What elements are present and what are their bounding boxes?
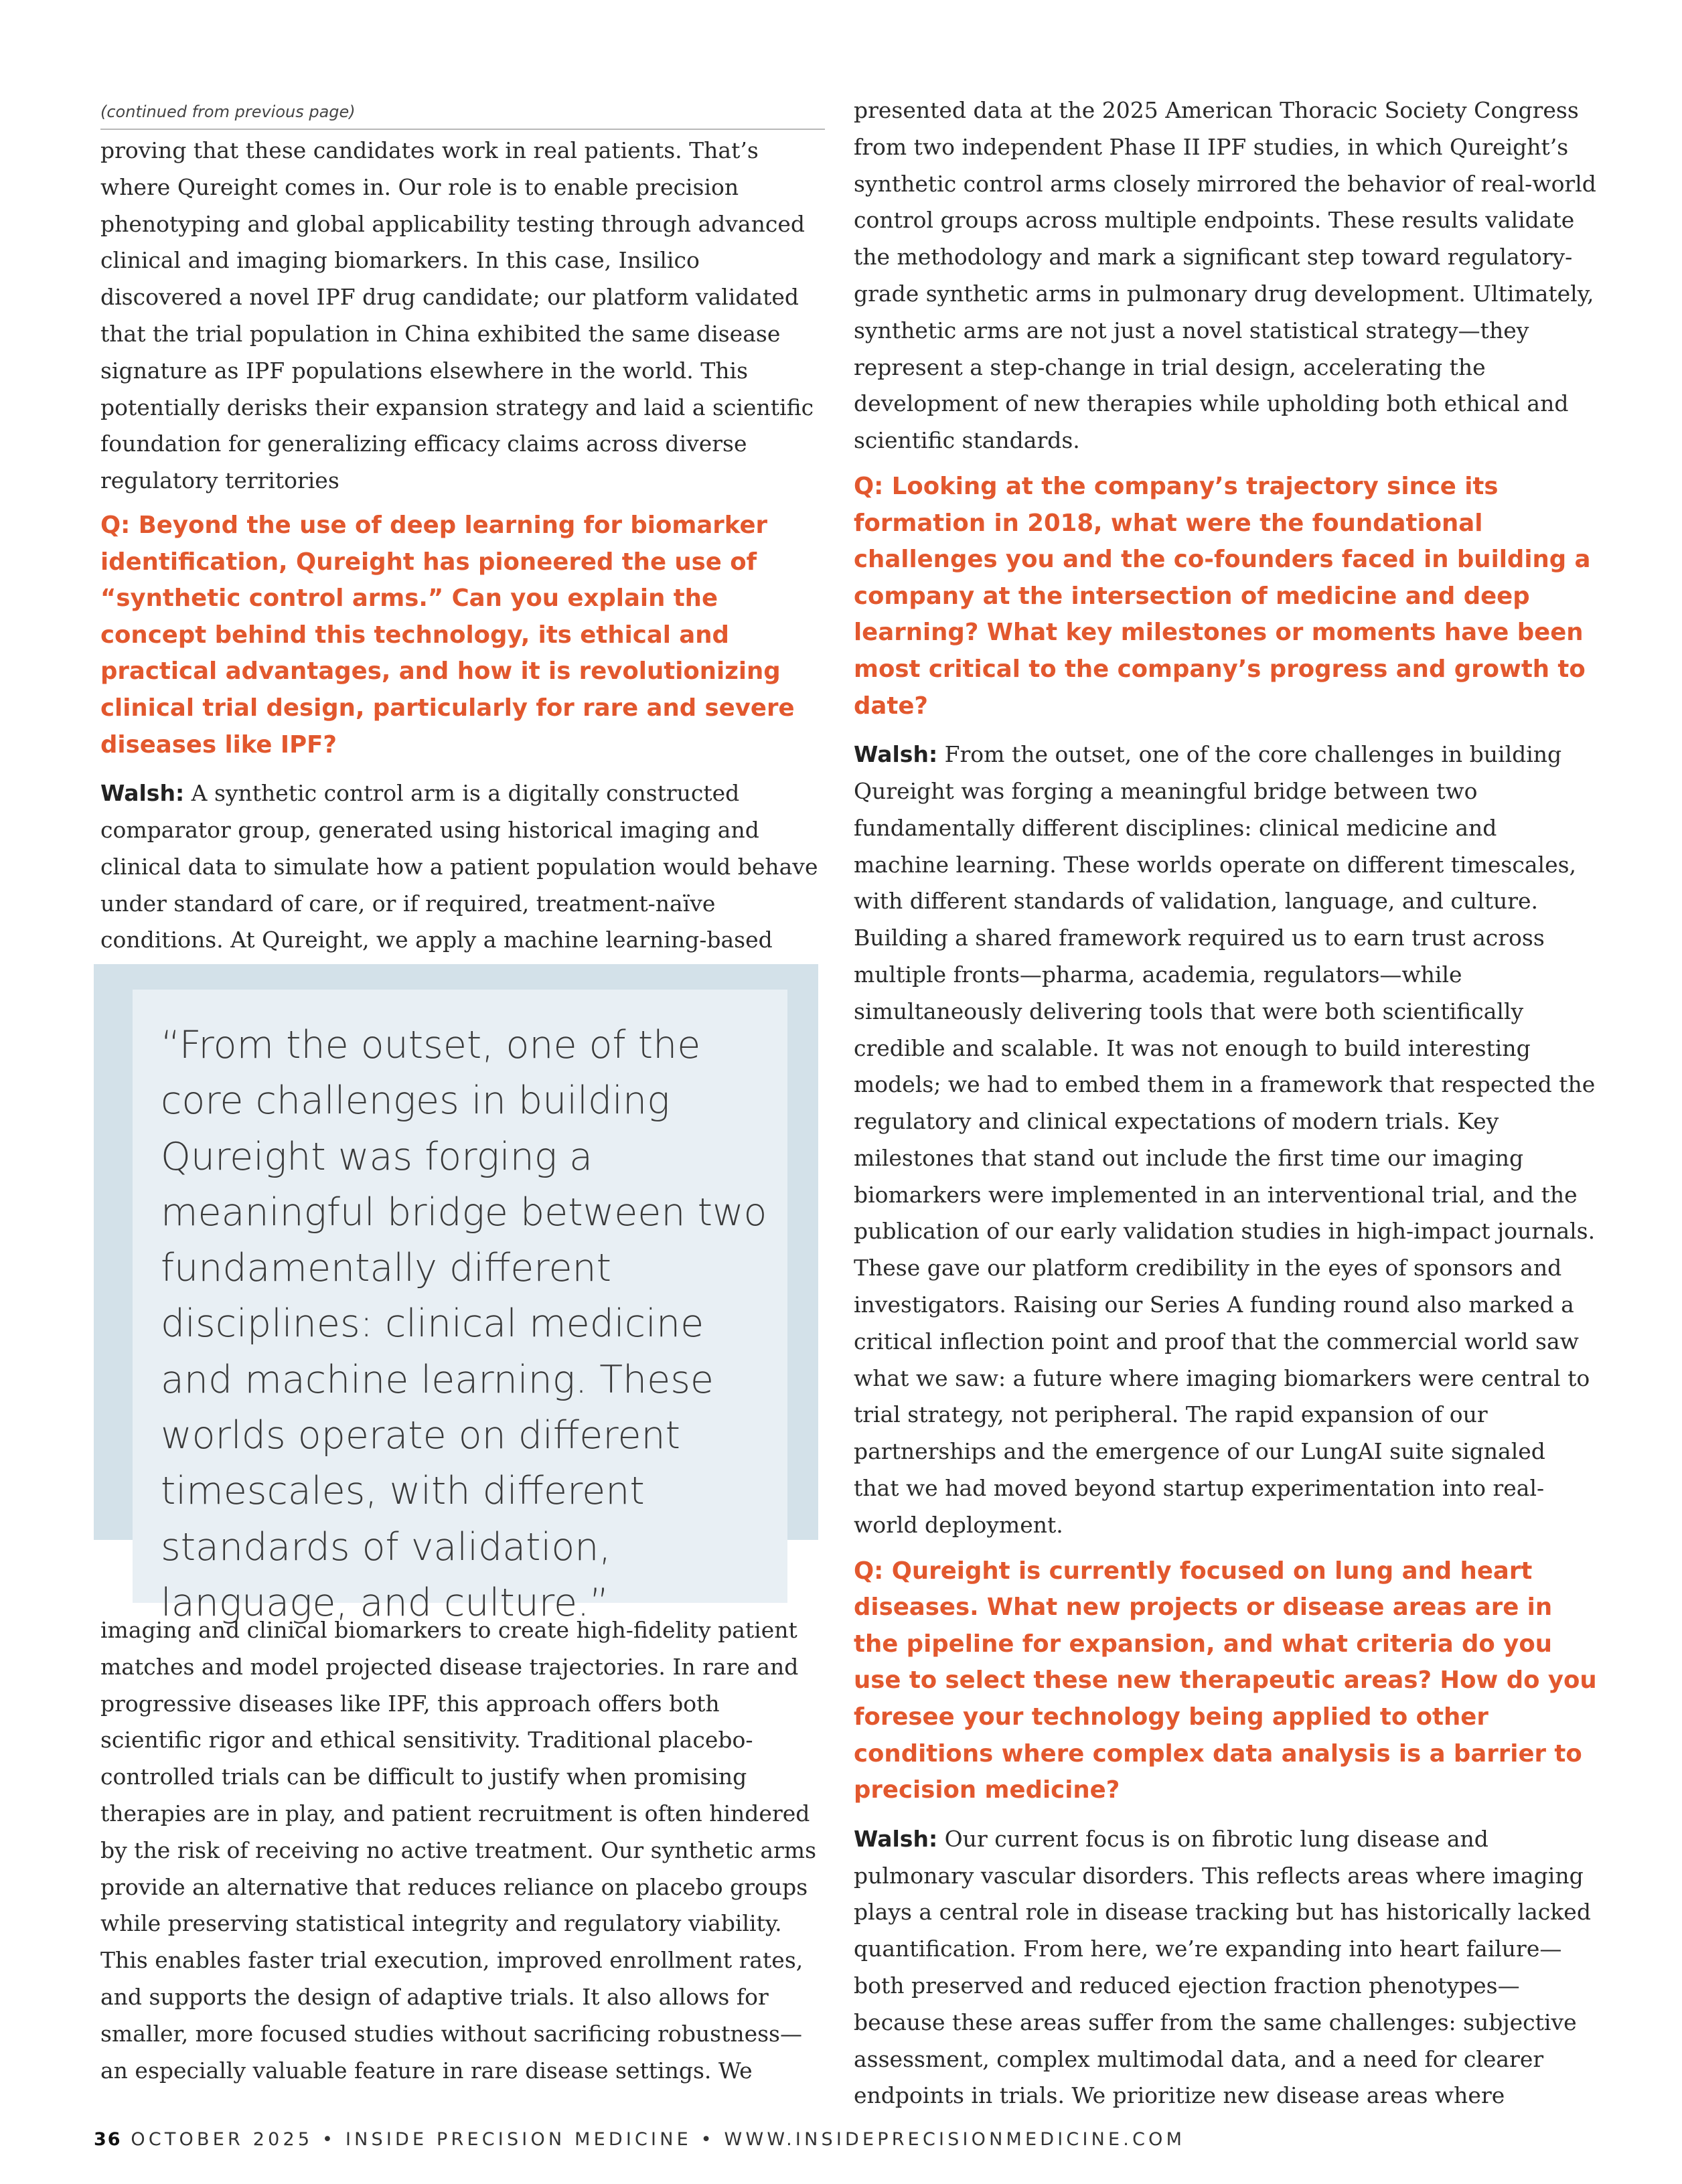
left-column-top: [100, 133, 825, 996]
answer-synthetic-control-arms-continued: imaging and clinical biomarkers to create high-fidelity patient matches and model projected disease trajectories. In rare and progressive diseases like IPF, this approach offers both scientific rigor and ethical sensitivity. Traditional placebo-controlled trials can be difficult to justify when promising therapies are in play, and patient recruitment is often hindered by the risk of receiving no active treatment. Our synthetic arms provide an alternative that reduces reliance on placebo groups while preserving statistical integrity and regulatory viability. This enables faster trial execution, improved enrollment rates, and supports the design of adaptive trials. It also allows for smaller, more focused studies without sacrificing robustness—an especially valuable feature in rare disease settings. We: [100, 1617, 817, 2084]
left-column-bottom: [100, 1612, 825, 2089]
answer-company-trajectory: [854, 736, 1597, 1544]
question-synthetic-control-arms: Q: Beyond the use of deep learning for biomarker identification, Qureight has pioneered the use of “synthetic control arms.” Can you explain the concept behind this technology, its ethical and practical advantages, and how it is revolutionizing clinical trial design, particularly for rare and severe diseases like IPF?: [100, 511, 795, 759]
answer-synthetic-control-arms: [100, 775, 825, 996]
right-paragraph-1: presented data at the 2025 American Thoracic Society Congress from two independent Phase II IPF studies, in which Qureight’s synthetic control arms closely mirrored the behavior of real-world control groups across multiple endpoints. These results validate the methodology and mark a significant step toward regulatory-grade synthetic arms in pulmonary drug development. Ultimately, synthetic arms are not just a novel statistical strategy—they represent a step-change in trial design, accelerating the development of new therapies while upholding both ethical and scientific standards.: [854, 97, 1596, 454]
speaker-label: Walsh:: [854, 1825, 938, 1852]
footer-text: OCTOBER 2025 • INSIDE PRECISION MEDICINE • WWW.INSIDEPRECISIONMEDICINE.COM: [121, 2129, 1186, 2150]
question-new-disease-areas: Q: Qureight is currently focused on lung and heart diseases. What new projects or disease areas are in the pipeline for expansion, and what criteria do you use to select these new therapeutic areas? How do you foresee your technology being applied to other conditions where complex data analysis is a barrier to precision medicine?: [854, 1557, 1597, 1804]
page-footer: [94, 2126, 1634, 2153]
answer-text: From the outset, one of the core challenges in building Qureight was forging a meaningful bridge between two fundamentally different disciplines: clinical medicine and machine learning. These worlds operate on different timescales, with different standards of validation, language, and culture. Building a shared framework required us to earn trust across multiple fronts—pharma, academia, regulators—while simultaneously delivering tools that were both scientifically credible and scalable. It was not enough to build interesting models; we had to embed them in a framework that respected the regulatory and clinical expectations of modern trials. Key milestones that stand out include the first time our imaging biomarkers were implemented in an interventional trial, and the publication of our early validation studies in high-impact journals. These gave our platform credibility in the eyes of sponsors and investigators. Raising our Series A funding round also marked a critical inflection point and proof that the commercial world saw what we saw: a future where imaging biomarkers were central to trial strategy, not peripheral. The rapid expansion of our partnerships and the emergence of our LungAI suite signaled that we had moved beyond startup experimentation into real-world deployment.: [854, 741, 1596, 1538]
pull-quote: “From the outset, one of the core challenges in building Qureight was forging a meaningful bridge between two fundamentally different disciplines: clinical medicine and machine learning. These worlds operate on different timescales, with different standards of validation, language, and culture.”: [161, 1023, 767, 1625]
left-paragraph-1: proving that these candidates work in real patients. That’s where Qureight comes in. Our role is to enable precision phenotyping and global applicability testing through advanced clinical and imaging biomarkers. In this case, Insilico discovered a novel IPF drug candidate; our platform validated that the trial population in China exhibited the same disease signature as IPF populations elsewhere in the world. This potentially derisks their expansion strategy and laid a scientific foundation for generalizing efficacy claims across diverse regulatory territories: [100, 137, 814, 494]
question-company-trajectory: Q: Looking at the company’s trajectory since its formation in 2018, what were the foundational challenges you and the co-founders faced in building a company at the intersection of medicine and deep learning? What key milestones or moments have been most critical to the company’s progress and growth to date?: [854, 472, 1591, 720]
answer-text: A synthetic control arm is a digitally constructed comparator group, generated using historical imaging and clinical data to simulate how a patient population would behave under standard of care, or if required, treatment-naïve conditions. At Qureight, we apply a machine learning-based: [100, 780, 818, 953]
speaker-label: Walsh:: [100, 780, 185, 807]
continued-note: (continued from previous page): [100, 100, 825, 130]
speaker-label: Walsh:: [854, 741, 938, 768]
page-number: 36: [94, 2129, 122, 2150]
right-column: [854, 92, 1597, 2114]
answer-text: Our current focus is on fibrotic lung disease and pulmonary vascular disorders. This reflects areas where imaging plays a central role in disease tracking but has historically lacked quantification. From here, we’re expanding into heart failure—both preserved and reduced ejection fraction phenotypes—because these areas suffer from the same challenges: subjective assessment, complex multimodal data, and a need for clearer endpoints in trials. We prioritize new disease areas where: [854, 1825, 1591, 2109]
answer-new-disease-areas: [854, 1821, 1597, 2114]
